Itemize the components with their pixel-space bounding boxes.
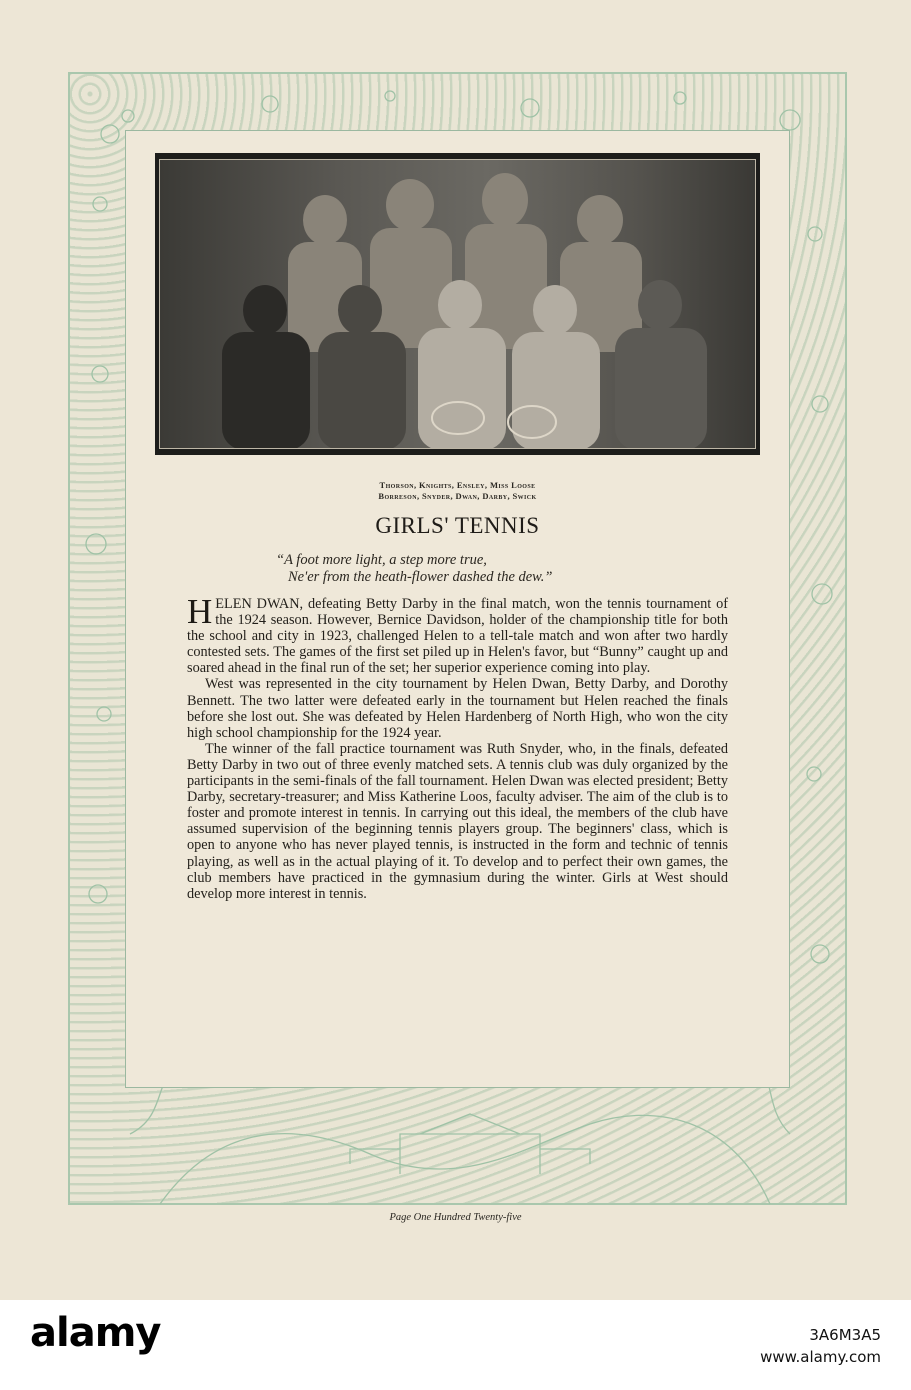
photo-caption-line2: Borreson, Snyder, Dwan, Darby, Swick [378, 491, 537, 501]
paragraph-1-text: ELEN DWAN, defeating Betty Darby in the final match, won the tennis tournament of the 1924 season. However, Bernice Davidson, holder of the championship title for both the school and city in 1923, challenged Helen to a tell-tale match and won after two hardly contested sets. The games of the first set piled up in Helen's favor, but “Bunny” caught up and soared ahead in the final run of the set; her superior experience coming into play. [187, 596, 728, 677]
article-body [187, 592, 728, 902]
alamy-logo: alamy [30, 1310, 161, 1356]
article-title: GIRLS' TENNIS [375, 513, 540, 538]
paragraph-2: West was represented in the city tournament by Helen Dwan, Betty Darby, and Dorothy Bennett. The two latter were defeated early in the tournament but Helen reached the finals before she lost out. She was defeated by Helen Hardenberg of North High, who won the city high school championship for the 1924 year. [187, 676, 728, 741]
page-number: Page One Hundred Twenty-five [389, 1212, 522, 1223]
paragraph-1 [187, 592, 728, 677]
epigraph-line2: Ne'er from the heath-flower dashed the dew.” [288, 569, 553, 585]
photo-caption-line1: Thorson, Knights, Ensley, Miss Loose [379, 480, 536, 490]
watermark-meta [760, 1324, 881, 1368]
image-id: 3A6M3A5 [809, 1326, 881, 1344]
epigraph-line1: “A foot more light, a step more true, [276, 552, 487, 568]
team-portrait-figures [160, 160, 756, 449]
paragraph-3: The winner of the fall practice tournament was Ruth Snyder, who, in the finals, defeated Betty Darby in two out of three evenly matched sets. A tennis club was duly organized by the participants in the semi-finals of the fall tournament. Helen Dwan was elected president; Betty Darby, secretary-treasurer; and Miss Katherine Loos, faculty adviser. The aim of the club is to foster and promote interest in tennis. In carrying out this ideal, the members of the club have assumed supervision of the beginning tennis players group. The beginners' class, which is open to anyone who has never played tennis, is instructed in the form and technic of tennis playing, as well as in the actual playing of it. To develop and to perfect their own games, the club members have practiced in the gymnasium during the winter. Girls at West should develop more interest in tennis. [187, 740, 728, 902]
team-photo [155, 153, 760, 455]
site-url: www.alamy.com [760, 1348, 881, 1366]
drop-cap: H [187, 592, 213, 631]
photo-image [159, 159, 756, 449]
